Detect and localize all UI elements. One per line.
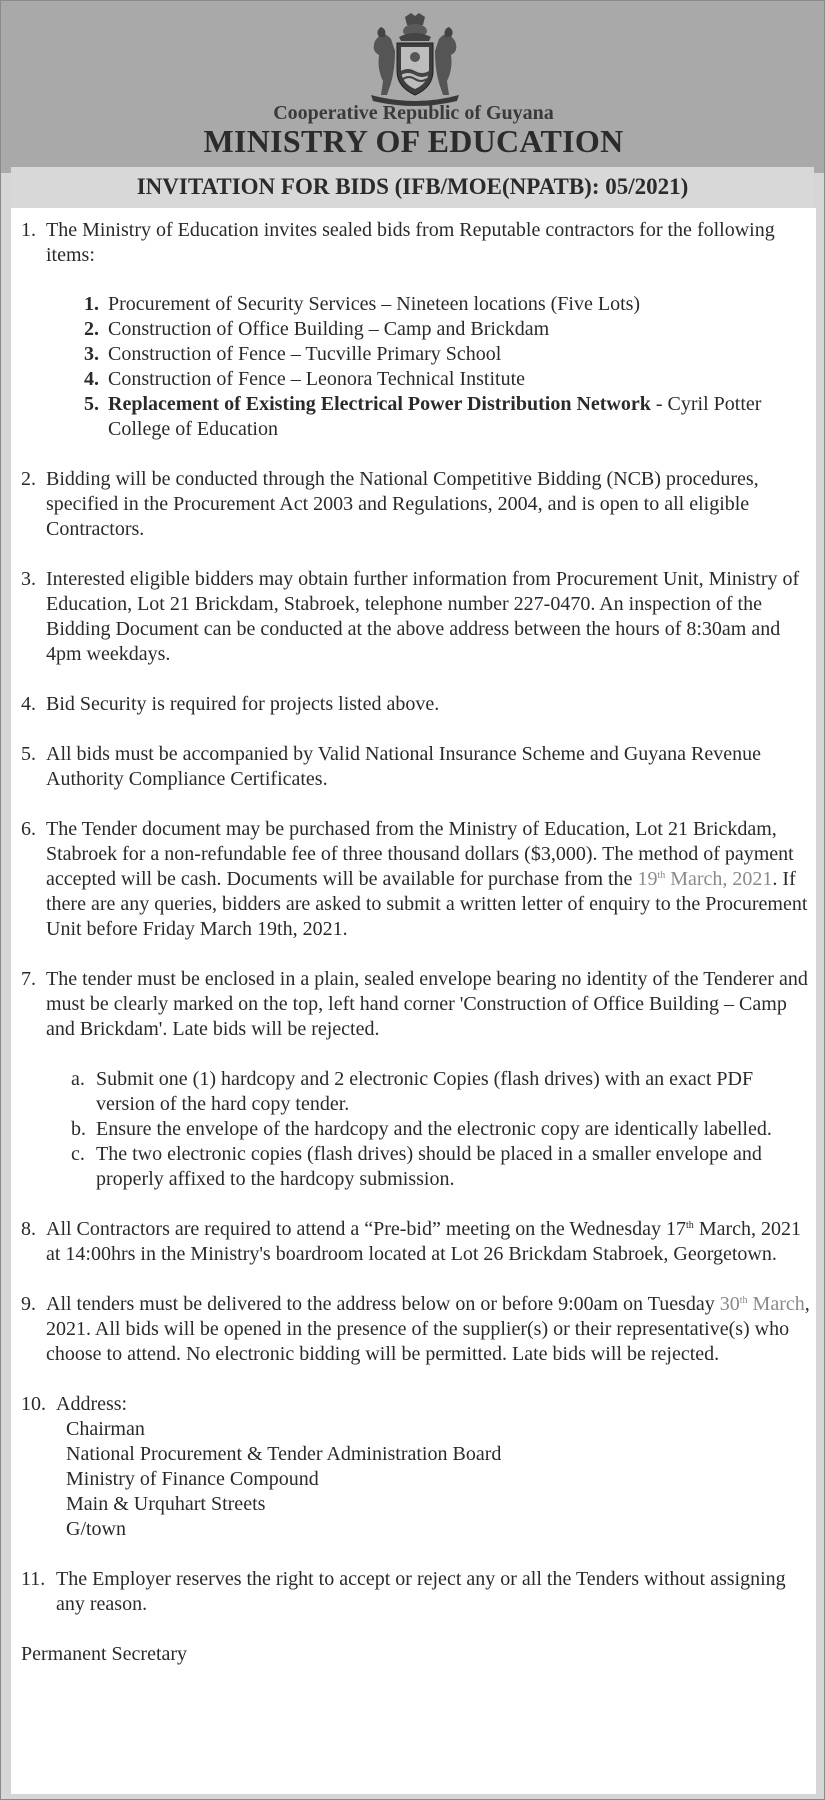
address-block xyxy=(66,1417,816,1542)
submission-list xyxy=(71,1067,816,1192)
item-number: 2. xyxy=(84,318,99,340)
item-letter: b. xyxy=(71,1118,86,1140)
list-item xyxy=(84,292,816,317)
paragraph-text: All tenders must be delivered to the address below on or before 9:00am on Tuesday xyxy=(46,1293,720,1315)
address-line: Main & Urquhart Streets xyxy=(66,1493,266,1515)
paragraph-6 xyxy=(21,817,816,942)
notice-header xyxy=(1,1,824,173)
date-suffix: th xyxy=(739,1295,748,1306)
items-list xyxy=(84,292,816,442)
address-line: National Procurement & Tender Administration Board xyxy=(66,1443,502,1465)
paragraph-number: 4. xyxy=(21,693,36,715)
paragraph-text: All Contractors are required to attend a “Pre-bid” meeting on the Wednesday 17 xyxy=(46,1218,687,1240)
paragraph-text: The Ministry of Education invites sealed bids from Reputable contractors for the following items: xyxy=(46,219,775,266)
paragraph-number: 9. xyxy=(21,1293,36,1315)
paragraph-number: 10. xyxy=(21,1393,46,1415)
paragraph-7 xyxy=(21,967,816,1192)
paragraph-text-cont: , 2021. All bids will be opened in the presence of the supplier(s) or their representative(s) who choose to attend. No electronic bidding will be permitted. Late bids will be rejected. xyxy=(46,1293,810,1365)
paragraph-3 xyxy=(21,567,816,667)
list-item xyxy=(84,392,816,442)
item-number: 5. xyxy=(84,393,99,415)
item-number: 1. xyxy=(84,293,99,315)
paragraph-10 xyxy=(21,1392,816,1542)
paragraph-4 xyxy=(21,692,816,717)
paragraph-text: Bid Security is required for projects listed above. xyxy=(46,693,440,715)
republic-name: Cooperative Republic of Guyana xyxy=(273,102,554,124)
item-text: Construction of Office Building – Camp and Brickdam xyxy=(108,318,550,340)
list-item xyxy=(71,1067,816,1117)
list-item xyxy=(84,342,816,367)
item-text: Submit one (1) hardcopy and 2 electronic Copies (flash drives) with an exact PDF version of the hard copy tender. xyxy=(96,1068,754,1115)
paragraph-text: Interested eligible bidders may obtain further information from Procurement Unit, Ministry of Education, Lot 21 Brickdam, Stabroek, telephone number 227-0470. An inspection of the Bidding Document can be conducted at the above address between the hours of 8:30am and 4pm weekdays. xyxy=(46,568,800,665)
paragraph-number: 6. xyxy=(21,818,36,840)
paragraph-text: All bids must be accompanied by Valid National Insurance Scheme and Guyana Revenue Authority Compliance Certificates. xyxy=(46,743,761,790)
item-text: Procurement of Security Services – Nineteen locations (Five Lots) xyxy=(108,293,641,315)
date-day: 30 xyxy=(719,1293,740,1315)
item-text: Construction of Fence – Leonora Technical Institute xyxy=(108,368,526,390)
list-item xyxy=(84,367,816,392)
ministry-name: MINISTRY OF EDUCATION xyxy=(203,123,624,159)
paragraph-text-cont: . If there are any queries, bidders are asked to submit a written letter of enquiry to the Procurement Unit before Friday March 19th, 2021. xyxy=(46,868,808,940)
paragraph-1 xyxy=(21,218,816,442)
item-letter: a. xyxy=(71,1068,85,1090)
paragraph-number: 1. xyxy=(21,219,36,241)
list-item xyxy=(84,317,816,342)
item-number: 4. xyxy=(84,368,99,390)
paragraph-number: 8. xyxy=(21,1218,36,1240)
paragraph-11 xyxy=(21,1567,816,1617)
date-month: March, 2021 xyxy=(665,868,773,890)
paragraph-number: 3. xyxy=(21,568,36,590)
paragraph-text-cont: March, 2021 at 14:00hrs in the Ministry's boardroom located at Lot 26 Brickdam Stabroek, Georgetown. xyxy=(46,1218,802,1265)
item-letter: c. xyxy=(71,1143,85,1165)
notice-body xyxy=(11,208,816,1794)
paragraph-5 xyxy=(21,742,816,792)
notice-title: INVITATION FOR BIDS (IFB/MOE(NPATB): 05/2021) xyxy=(11,167,814,207)
paragraph-number: 7. xyxy=(21,968,36,990)
paragraph-text: The Employer reserves the right to accept or reject any or all the Tenders without assigning any reason. xyxy=(56,1568,786,1615)
item-text-bold: Replacement of Existing Electrical Power Distribution Network xyxy=(108,393,651,415)
date-day: 19 xyxy=(637,868,658,890)
address-line: G/town xyxy=(66,1518,126,1540)
list-item xyxy=(71,1117,816,1142)
list-item xyxy=(71,1142,816,1192)
item-text: The two electronic copies (flash drives) should be placed in a smaller envelope and properly affixed to the hardcopy submission. xyxy=(96,1143,762,1190)
item-number: 3. xyxy=(84,343,99,365)
address-label: Address: xyxy=(56,1393,128,1415)
signature-title: Permanent Secretary xyxy=(21,1643,188,1665)
date-suffix: th xyxy=(657,870,666,881)
coat-of-arms-emblem xyxy=(361,11,469,106)
paragraph-9 xyxy=(21,1292,816,1367)
paragraph-8 xyxy=(21,1217,816,1267)
address-line: Ministry of Finance Compound xyxy=(66,1468,319,1490)
paragraph-2 xyxy=(21,467,816,542)
paragraph-text: Bidding will be conducted through the National Competitive Bidding (NCB) procedures, specified in the Procurement Act 2003 and Regulations, 2004, and is open to all eligible Contractors. xyxy=(46,468,759,540)
date-month: March xyxy=(747,1293,805,1315)
date-suffix: th xyxy=(686,1220,694,1231)
paragraph-text: The tender must be enclosed in a plain, sealed envelope bearing no identity of the Tenderer and must be clearly marked on the top, left hand corner 'Construction of Office Building – Camp and Brickdam'. Late bids will be rejected. xyxy=(46,968,808,1040)
paragraph-text: The Tender document may be purchased from the Ministry of Education, Lot 21 Brickdam, Stabroek for a non-refundable fee of three thousand dollars ($3,000). The method of payment accepted will be cash. Documents will be available for purchase from the xyxy=(46,818,794,890)
paragraph-number: 5. xyxy=(21,743,36,765)
paragraph-number: 2. xyxy=(21,468,36,490)
address-line: Chairman xyxy=(66,1418,145,1440)
item-text: Construction of Fence – Tucville Primary School xyxy=(108,343,502,365)
item-text: Ensure the envelope of the hardcopy and the electronic copy are identically labelled. xyxy=(96,1118,772,1140)
paragraph-number: 11. xyxy=(21,1568,46,1590)
item-text: - Cyril Potter College of Education xyxy=(108,393,762,440)
